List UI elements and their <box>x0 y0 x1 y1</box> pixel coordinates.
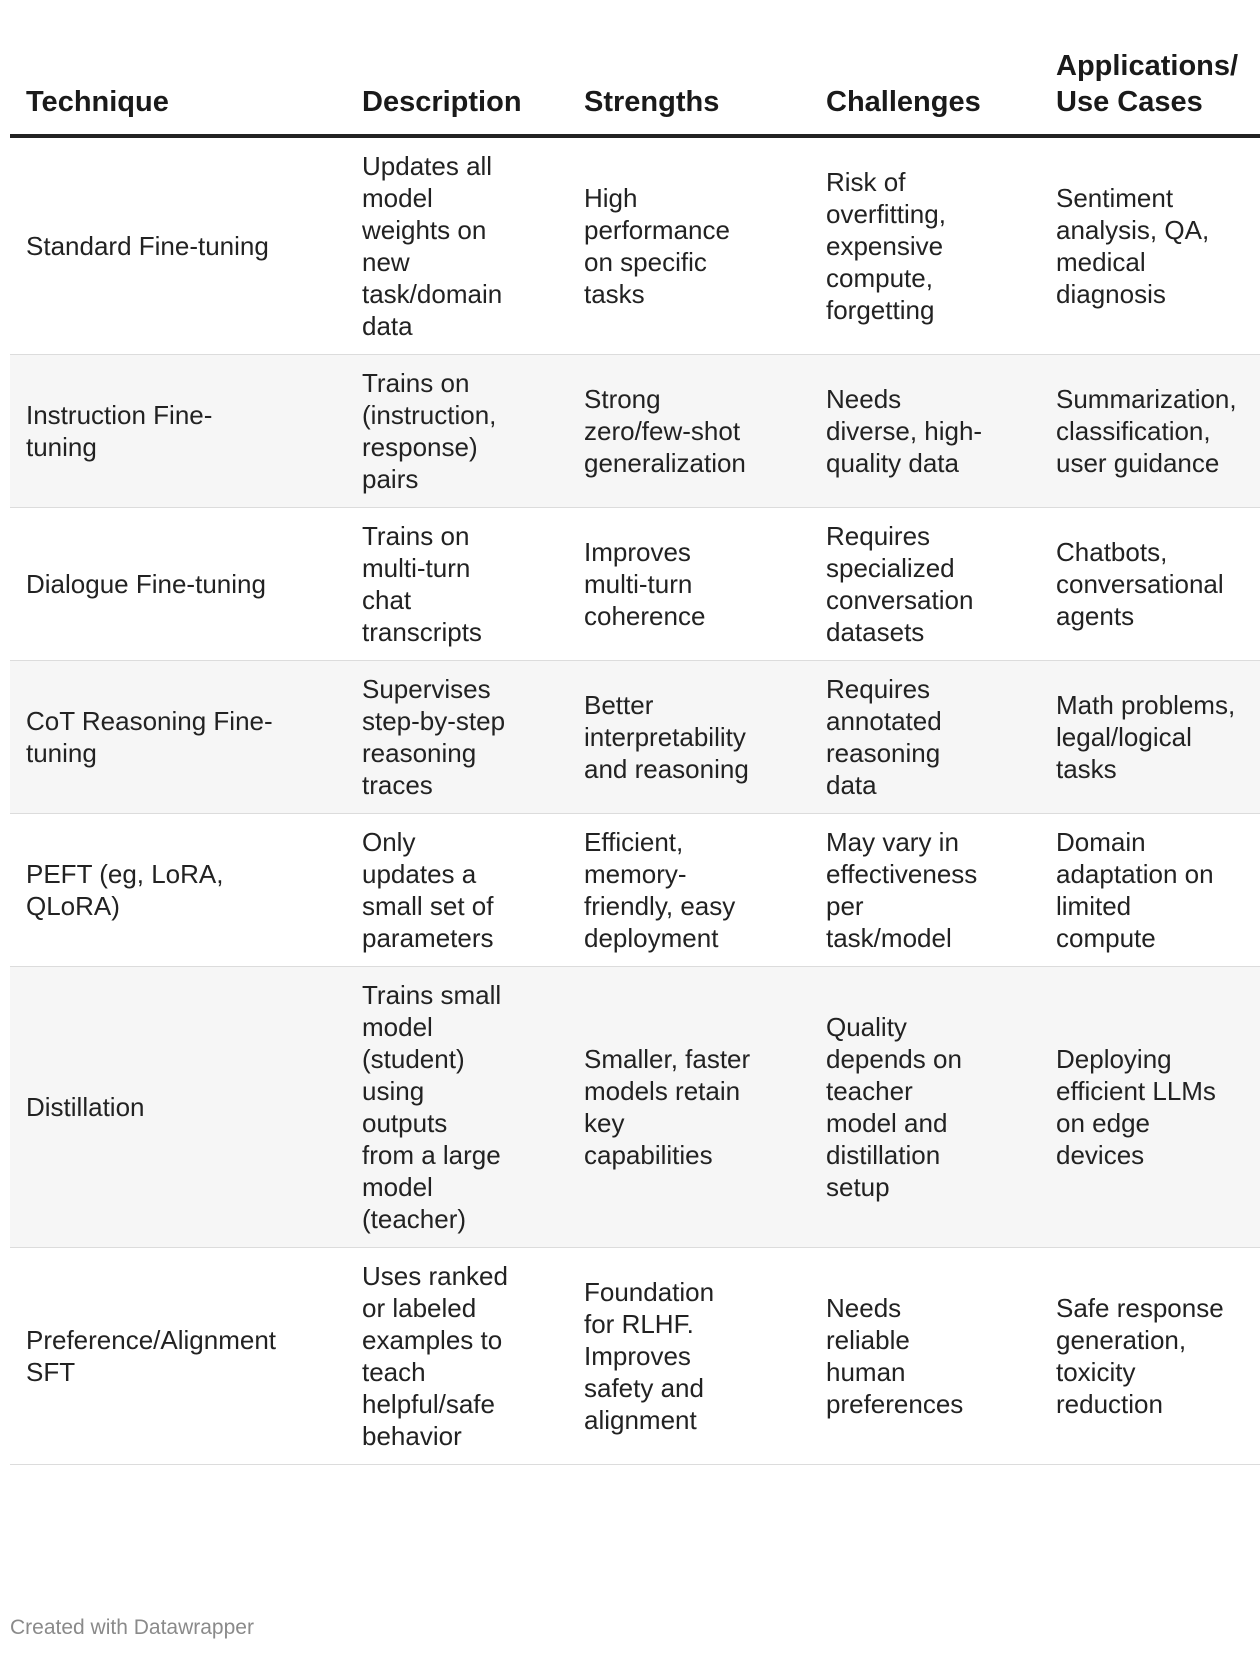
cell-strengths-line: Better <box>584 690 654 720</box>
cell-strengths-line: key <box>584 1108 625 1138</box>
cell-technique <box>10 967 346 1248</box>
cell-strengths-line: Foundation <box>584 1277 715 1307</box>
cell-strengths-line: on specific <box>584 247 707 277</box>
cell-challenges <box>810 967 1040 1248</box>
header-applications <box>1040 30 1260 136</box>
cell-description <box>346 136 568 355</box>
cell-description-line: Supervises <box>362 674 491 704</box>
cell-description-line: small set of <box>362 891 494 921</box>
cell-technique-line: Distillation <box>26 1092 145 1122</box>
cell-applications-line: Summarization, <box>1056 384 1237 414</box>
cell-technique <box>10 136 346 355</box>
cell-challenges-line: effectiveness <box>826 859 978 889</box>
cell-applications-line: diagnosis <box>1056 279 1166 309</box>
cell-strengths-line: Improves <box>584 537 691 567</box>
cell-applications-line: Chatbots, <box>1056 537 1168 567</box>
cell-description-line: model <box>362 183 433 213</box>
cell-description-line: outputs <box>362 1108 448 1138</box>
cell-applications-line: limited <box>1056 891 1132 921</box>
cell-challenges-line: diverse, high- <box>826 416 983 446</box>
header-line: Use Cases <box>1056 86 1203 118</box>
cell-challenges-line: reasoning <box>826 738 941 768</box>
cell-applications-line: Math problems, <box>1056 690 1236 720</box>
cell-challenges-line: specialized <box>826 553 955 583</box>
cell-technique-line: QLoRA) <box>26 891 120 921</box>
cell-applications <box>1040 1248 1260 1465</box>
cell-description-line: (instruction, <box>362 400 497 430</box>
cell-technique-line: SFT <box>26 1357 76 1387</box>
cell-description-line: model <box>362 1172 433 1202</box>
cell-challenges <box>810 1248 1040 1465</box>
header-description <box>346 30 568 136</box>
cell-description-line: Trains on <box>362 368 470 398</box>
cell-description-line: weights on <box>362 215 487 245</box>
cell-strengths-line: tasks <box>584 279 645 309</box>
cell-description-line: pairs <box>362 464 419 494</box>
header-strengths <box>568 30 810 136</box>
cell-technique-line: PEFT (eg, LoRA, <box>26 859 224 889</box>
cell-challenges-line: compute, <box>826 263 933 293</box>
cell-strengths <box>568 136 810 355</box>
cell-description-line: new <box>362 247 410 277</box>
cell-challenges-line: expensive <box>826 231 944 261</box>
cell-strengths-line: Smaller, faster <box>584 1044 751 1074</box>
cell-description-line: response) <box>362 432 478 462</box>
cell-strengths-line: Improves <box>584 1341 691 1371</box>
cell-description-line: model <box>362 1012 433 1042</box>
cell-description-line: using <box>362 1076 425 1106</box>
cell-challenges-line: model and <box>826 1108 948 1138</box>
cell-applications-line: user guidance <box>1056 448 1220 478</box>
cell-description-line: task/domain <box>362 279 503 309</box>
cell-challenges-line: teacher <box>826 1076 913 1106</box>
cell-description-line: data <box>362 311 413 341</box>
cell-description-line: Updates all <box>362 151 493 181</box>
cell-applications <box>1040 814 1260 967</box>
cell-strengths <box>568 508 810 661</box>
cell-description-line: multi-turn <box>362 553 471 583</box>
footer-credit: Created with Datawrapper <box>10 1616 254 1639</box>
cell-strengths-line: performance <box>584 215 730 245</box>
cell-challenges-line: reliable <box>826 1325 910 1355</box>
cell-applications-line: Safe response <box>1056 1293 1224 1323</box>
cell-challenges-line: May vary in <box>826 827 959 857</box>
cell-technique-line: Instruction Fine- <box>26 400 213 430</box>
cell-applications-line: devices <box>1056 1140 1145 1170</box>
header-line: Challenges <box>826 86 981 118</box>
cell-applications-line: adaptation on <box>1056 859 1214 889</box>
table-row <box>10 1248 1260 1465</box>
data-table <box>10 30 1260 1465</box>
cell-description-line: examples to <box>362 1325 503 1355</box>
cell-challenges-line: data <box>826 770 877 800</box>
table-container <box>10 30 1239 1570</box>
cell-description-line: chat <box>362 585 412 615</box>
cell-strengths-line: Efficient, <box>584 827 684 857</box>
cell-applications-line: Domain <box>1056 827 1146 857</box>
table-row <box>10 355 1260 508</box>
header-line: Applications/ <box>1056 50 1239 82</box>
cell-description <box>346 355 568 508</box>
cell-challenges-line: per <box>826 891 864 921</box>
cell-description-line: updates a <box>362 859 477 889</box>
cell-applications-line: classification, <box>1056 416 1211 446</box>
cell-strengths <box>568 355 810 508</box>
cell-description <box>346 814 568 967</box>
cell-description-line: traces <box>362 770 433 800</box>
cell-description-line: transcripts <box>362 617 482 647</box>
cell-description-line: (student) <box>362 1044 465 1074</box>
cell-challenges-line: depends on <box>826 1044 962 1074</box>
cell-technique-line: Preference/Alignment <box>26 1325 277 1355</box>
cell-applications-line: compute <box>1056 923 1156 953</box>
cell-strengths-line: capabilities <box>584 1140 713 1170</box>
cell-technique-line: Standard Fine-tuning <box>26 231 269 261</box>
cell-technique-line: Dialogue Fine-tuning <box>26 569 266 599</box>
cell-strengths-line: safety and <box>584 1373 704 1403</box>
cell-description <box>346 661 568 814</box>
cell-challenges-line: Requires <box>826 521 931 551</box>
cell-description-line: Trains small <box>362 980 502 1010</box>
cell-technique-line: tuning <box>26 738 97 768</box>
cell-technique <box>10 355 346 508</box>
cell-description-line: Trains on <box>362 521 470 551</box>
table-row <box>10 508 1260 661</box>
cell-challenges-line: preferences <box>826 1389 964 1419</box>
cell-technique-line: CoT Reasoning Fine- <box>26 706 273 736</box>
table-row <box>10 967 1260 1248</box>
cell-applications-line: efficient LLMs <box>1056 1076 1216 1106</box>
cell-applications-line: medical <box>1056 247 1146 277</box>
table-body <box>10 136 1260 1465</box>
table-header <box>10 30 1260 136</box>
cell-applications-line: analysis, QA, <box>1056 215 1210 245</box>
cell-strengths-line: generalization <box>584 448 746 478</box>
cell-description-line: teach <box>362 1357 426 1387</box>
cell-applications-line: tasks <box>1056 754 1117 784</box>
cell-strengths-line: zero/few-shot <box>584 416 741 446</box>
cell-strengths-line: alignment <box>584 1405 697 1435</box>
cell-challenges-line: Needs <box>826 384 902 414</box>
cell-challenges <box>810 814 1040 967</box>
header-line: Description <box>362 86 522 118</box>
cell-technique-line: tuning <box>26 432 97 462</box>
cell-applications <box>1040 661 1260 814</box>
cell-challenges-line: annotated <box>826 706 942 736</box>
header-line: Strengths <box>584 86 720 118</box>
cell-challenges-line: quality data <box>826 448 959 478</box>
cell-description-line: helpful/safe <box>362 1389 495 1419</box>
cell-strengths-line: and reasoning <box>584 754 749 784</box>
cell-technique <box>10 814 346 967</box>
cell-description <box>346 508 568 661</box>
cell-description <box>346 967 568 1248</box>
table-row <box>10 814 1260 967</box>
cell-challenges <box>810 355 1040 508</box>
table-row <box>10 136 1260 355</box>
cell-strengths <box>568 967 810 1248</box>
cell-technique <box>10 1248 346 1465</box>
cell-description-line: reasoning <box>362 738 477 768</box>
cell-applications-line: toxicity <box>1056 1357 1136 1387</box>
cell-description-line: Uses ranked <box>362 1261 508 1291</box>
header-row <box>10 30 1260 136</box>
cell-challenges-line: conversation <box>826 585 974 615</box>
cell-challenges-line: setup <box>826 1172 890 1202</box>
cell-applications-line: legal/logical <box>1056 722 1192 752</box>
cell-applications <box>1040 355 1260 508</box>
cell-strengths-line: multi-turn <box>584 569 693 599</box>
cell-description-line: from a large <box>362 1140 501 1170</box>
cell-strengths-line: friendly, easy <box>584 891 736 921</box>
cell-technique <box>10 508 346 661</box>
cell-description-line: (teacher) <box>362 1204 467 1234</box>
cell-strengths-line: deployment <box>584 923 719 953</box>
cell-description-line: step-by-step <box>362 706 506 736</box>
cell-applications-line: conversational <box>1056 569 1224 599</box>
cell-challenges <box>810 136 1040 355</box>
header-line: Technique <box>26 86 169 118</box>
cell-strengths-line: models retain <box>584 1076 741 1106</box>
cell-challenges <box>810 508 1040 661</box>
cell-strengths <box>568 814 810 967</box>
cell-challenges-line: forgetting <box>826 295 935 325</box>
cell-description <box>346 1248 568 1465</box>
cell-applications-line: reduction <box>1056 1389 1163 1419</box>
cell-challenges-line: Needs <box>826 1293 902 1323</box>
cell-description-line: parameters <box>362 923 494 953</box>
cell-applications-line: Sentiment <box>1056 183 1174 213</box>
cell-strengths-line: memory- <box>584 859 687 889</box>
cell-challenges-line: task/model <box>826 923 952 953</box>
cell-challenges-line: Requires <box>826 674 931 704</box>
cell-strengths-line: Strong <box>584 384 661 414</box>
cell-strengths <box>568 661 810 814</box>
cell-technique <box>10 661 346 814</box>
cell-challenges-line: human <box>826 1357 906 1387</box>
header-technique <box>10 30 346 136</box>
cell-challenges-line: datasets <box>826 617 925 647</box>
table-row <box>10 661 1260 814</box>
cell-strengths <box>568 1248 810 1465</box>
cell-description-line: or labeled <box>362 1293 477 1323</box>
cell-applications <box>1040 136 1260 355</box>
cell-challenges-line: Risk of <box>826 167 906 197</box>
cell-applications-line: generation, <box>1056 1325 1187 1355</box>
cell-strengths-line: interpretability <box>584 722 746 752</box>
cell-applications-line: on edge <box>1056 1108 1150 1138</box>
cell-challenges-line: overfitting, <box>826 199 946 229</box>
cell-description-line: Only <box>362 827 416 857</box>
cell-challenges-line: Quality <box>826 1012 907 1042</box>
cell-strengths-line: High <box>584 183 638 213</box>
header-challenges <box>810 30 1040 136</box>
cell-strengths-line: coherence <box>584 601 706 631</box>
cell-applications-line: Deploying <box>1056 1044 1172 1074</box>
cell-applications <box>1040 508 1260 661</box>
cell-strengths-line: for RLHF. <box>584 1309 694 1339</box>
cell-challenges-line: distillation <box>826 1140 941 1170</box>
cell-applications <box>1040 967 1260 1248</box>
cell-description-line: behavior <box>362 1421 462 1451</box>
cell-applications-line: agents <box>1056 601 1135 631</box>
cell-challenges <box>810 661 1040 814</box>
